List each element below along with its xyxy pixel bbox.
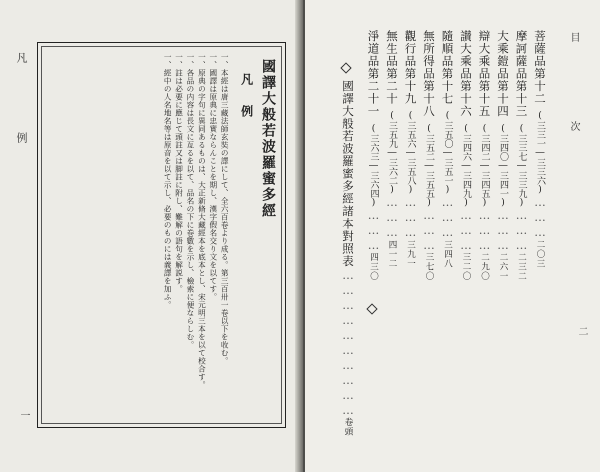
left-running-head: 凡 例 — [15, 52, 28, 171]
appendix-page: 卷頭 — [343, 417, 353, 437]
toc-chapter-title: 隨順品第十七 — [440, 30, 455, 105]
appendix-label: 國譯大般若波羅蜜多經諸本對照表 — [341, 80, 355, 268]
toc-entry: 辯大乘品第十五(三四二―三四五)………二九〇 — [477, 30, 492, 281]
toc-entry: 淨道品第二十一(三六三―三六四)………四三〇 — [366, 30, 381, 281]
toc-volume-range: (三五六―三五八) — [405, 111, 416, 195]
toc-volume-range: (三六三―三六四) — [368, 123, 379, 208]
toc-appendix: 國譯大般若波羅蜜多經諸本對照表…………………………卷頭 — [341, 80, 355, 437]
toc-page-number: 二六一 — [498, 252, 508, 281]
toc-page-number: 三二〇 — [461, 252, 471, 281]
toc-chapter-title: 辯大乘品第十五 — [477, 30, 492, 118]
toc-chapter-title: 讃大乘品第十六 — [459, 30, 473, 118]
toc-entry: 無所得品第十八(三五二―三五五)………三七〇 — [422, 30, 436, 281]
toc-page-number: 二九〇 — [479, 252, 490, 281]
toc-volume-range: (三四二―三四五) — [479, 123, 490, 208]
toc-page-number: 四三〇 — [368, 252, 379, 281]
toc-volume-range: (三五九―三六二) — [387, 111, 397, 195]
toc-entry: 摩訶薩品第十三(三三七―三三九)………二三二 — [514, 30, 529, 281]
sutra-title: 國譯大般若波羅蜜多經 — [260, 59, 276, 219]
note-paragraph: 一、國譯は原典に忠實ならんことを期し、漢字假名交り文を以てす。 — [208, 53, 218, 301]
toc-volume-range: (三四六―三四九) — [461, 123, 471, 208]
toc-chapter-title: 大乘鎧品第十四 — [496, 30, 510, 118]
right-running-head: 目 次 — [568, 32, 579, 165]
toc-chapter-title: 無所得品第十八 — [422, 30, 436, 118]
note-paragraph: 一、各品の内容は長文に亙るを以て、品名の下に卷數を示し、檢索に便ならしむ。 — [185, 53, 195, 349]
toc-page-number: 三九一 — [405, 240, 416, 269]
prefatory-notes — [162, 53, 276, 413]
toc-chapter-title: 摩訶薩品第十三 — [514, 30, 529, 118]
toc-page-number: 四一二 — [387, 240, 397, 269]
toc-page-number: 三七〇 — [424, 252, 434, 281]
toc-volume-range: (三四〇―三四一) — [498, 123, 508, 208]
toc-page-number: 二〇三 — [535, 240, 545, 269]
left-page-number: 一 — [18, 410, 29, 420]
toc-volume-range: (三三七―三三九) — [516, 123, 527, 208]
toc-chapter-title: 觀行品第十九 — [403, 30, 418, 105]
toc-entry: 大乘鎧品第十四(三四〇―三四一)………二六一 — [496, 30, 510, 281]
toc-entry: 無生品第二十(三五九―三六二)………四一二 — [385, 30, 399, 269]
toc-entry: 觀行品第十九(三五六―三五八)………三九一 — [403, 30, 418, 269]
section-heading: 凡 例 — [239, 73, 254, 126]
toc-entry: 隨順品第十七(三五〇―三五一)………三四八 — [440, 30, 455, 269]
note-paragraph: 一、經中の人名地名等は原音を以て示し、必要のものには義譯を加ふ。 — [163, 53, 173, 309]
note-paragraph: 一、註は必要に應じて頭註又は脚註に附し、難解の語句を解説す。 — [174, 53, 184, 293]
toc-volume-range: (三三一―三三六) — [535, 111, 545, 195]
toc-entry: 讃大乘品第十六(三四六―三四九)………三二〇 — [459, 30, 473, 281]
note-paragraph: 一、本經は唐三藏法師玄奘の譯にして、全六百卷より成る。第三百卅一卷以下を收む。 — [220, 53, 230, 365]
toc-volume-range: (三五二―三五五) — [424, 123, 434, 208]
toc-chapter-title: 菩薩品第十二 — [533, 30, 547, 105]
prefatory-frame — [37, 42, 286, 428]
toc-page-number: 二三二 — [516, 252, 527, 281]
toc-page-number: 三四八 — [442, 240, 453, 269]
right-page-number: 二 — [576, 326, 587, 336]
toc-chapter-title: 淨道品第二十一 — [366, 30, 381, 118]
toc-chapter-title: 無生品第二十 — [385, 30, 399, 105]
toc-entry: 菩薩品第十二(三三一―三三六)………二〇三 — [533, 30, 547, 269]
toc-volume-range: (三五〇―三五一) — [442, 111, 453, 195]
note-paragraph: 一、原典の字句に異同あるものは、大正新脩大藏經本を底本とし、宋元明三本を以て校合す。 — [197, 53, 207, 389]
